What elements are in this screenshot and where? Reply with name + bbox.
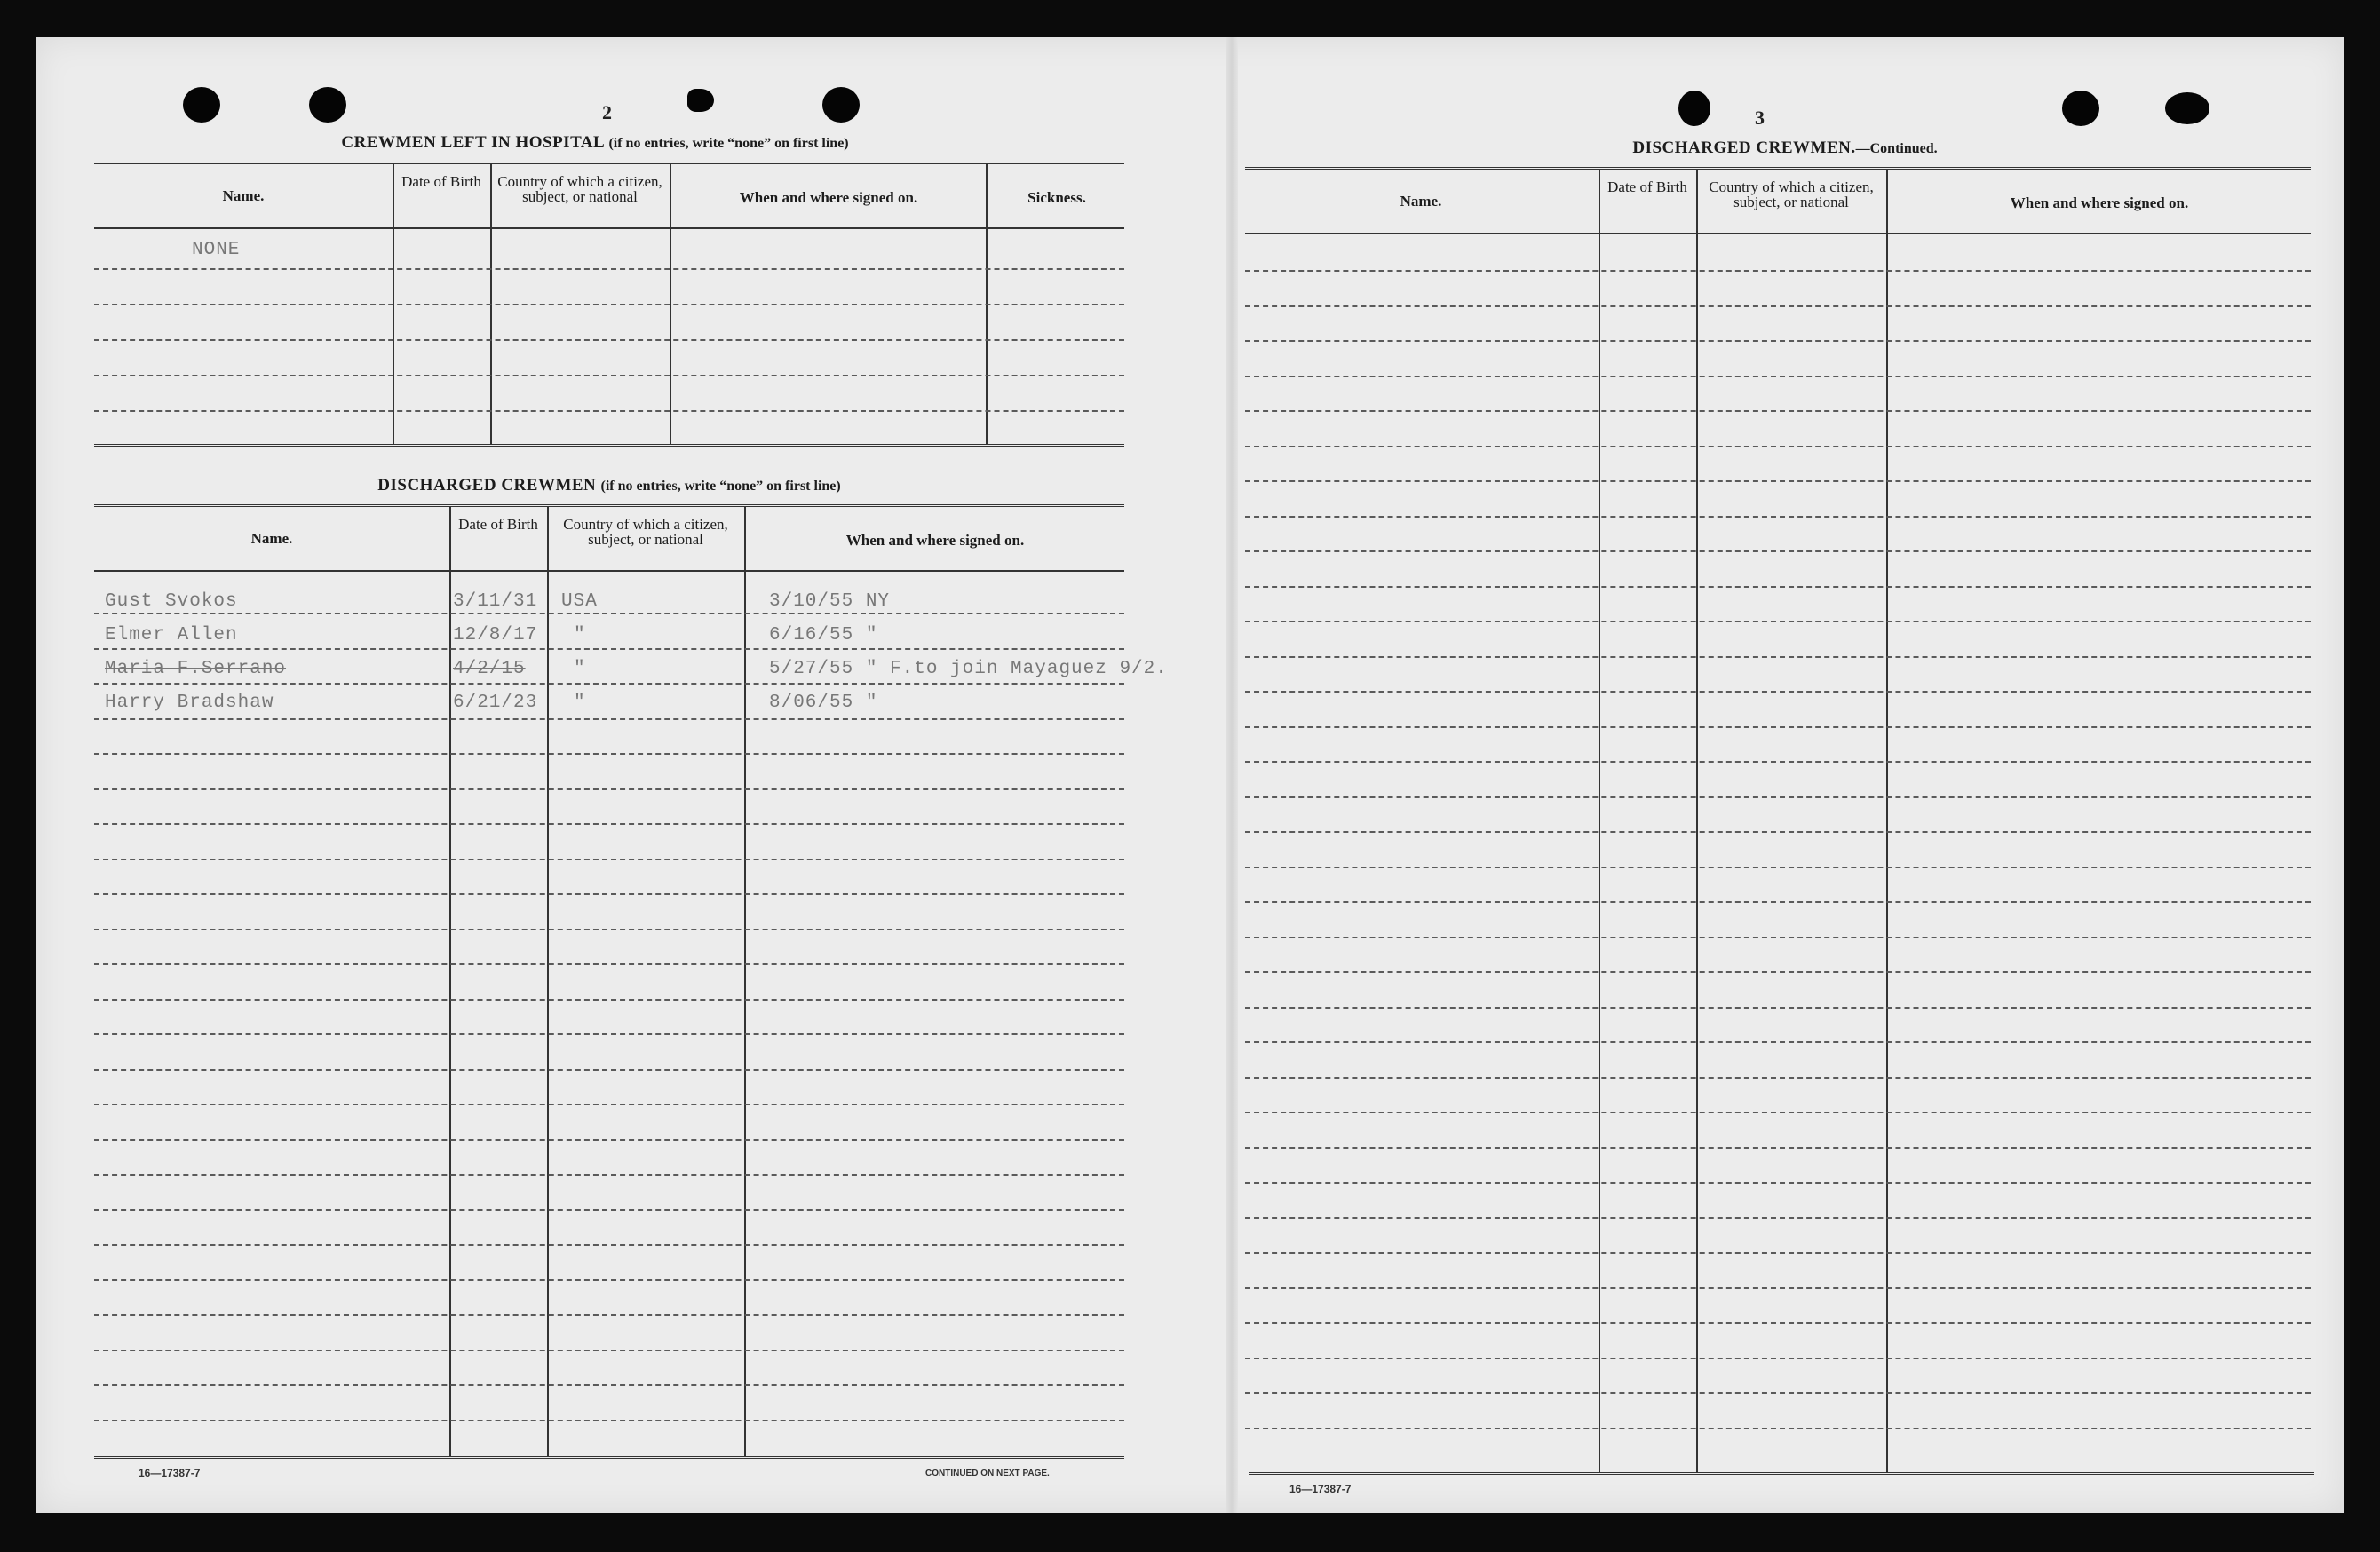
ruled-line bbox=[1245, 1287, 2311, 1289]
ruled-line bbox=[94, 1350, 1124, 1351]
ruled-line bbox=[1245, 1252, 2311, 1254]
crew-signed: 8/06/55 " bbox=[769, 693, 878, 713]
ruled-line bbox=[94, 1279, 1124, 1281]
ruled-line bbox=[1245, 971, 2311, 973]
ruled-line bbox=[1245, 1392, 2311, 1394]
crew-signed: 6/16/55 " bbox=[769, 625, 878, 645]
ruled-line bbox=[1245, 550, 2311, 552]
col-header-signed: When and where signed on. bbox=[739, 189, 918, 206]
page-number: 2 bbox=[602, 101, 612, 123]
col-header-name: Name. bbox=[1400, 193, 1442, 210]
crew-name: Elmer Allen bbox=[105, 625, 238, 645]
ruled-line bbox=[94, 683, 1124, 685]
ruled-line bbox=[94, 1139, 1124, 1141]
col-header-dob: Date of Birth bbox=[1607, 178, 1687, 195]
ruled-line bbox=[1245, 761, 2311, 763]
col-header-sickness: Sickness. bbox=[1027, 189, 1086, 206]
ruled-line bbox=[94, 859, 1124, 860]
ruled-line bbox=[1245, 480, 2311, 482]
ruled-line bbox=[94, 1174, 1124, 1176]
column-divider bbox=[1696, 169, 1698, 1472]
ruled-line bbox=[1245, 340, 2311, 342]
header-rule bbox=[94, 570, 1124, 572]
ruled-line bbox=[94, 1384, 1124, 1386]
ruled-line bbox=[1245, 691, 2311, 693]
col-header-country: Country of which a citizen, subject, or national bbox=[1709, 178, 1874, 210]
discharged-title-note: (if no entries, write “none” on first line) bbox=[600, 479, 841, 494]
crew-country: " bbox=[574, 659, 586, 679]
punch-hole bbox=[822, 87, 860, 123]
punch-hole bbox=[309, 87, 346, 123]
ruled-line bbox=[1245, 831, 2311, 833]
ruled-line bbox=[94, 1069, 1124, 1071]
col-header-country: Country of which a citizen, subject, or national bbox=[497, 173, 662, 205]
hospital-section-title bbox=[115, 133, 1075, 153]
crew-signed: 3/10/55 NY bbox=[769, 591, 891, 612]
col-header-dob: Date of Birth bbox=[401, 173, 481, 190]
ruled-line bbox=[1245, 656, 2311, 658]
ruled-line bbox=[94, 963, 1124, 965]
ruled-line bbox=[1245, 1041, 2311, 1043]
crew-name: Gust Svokos bbox=[105, 591, 238, 612]
crew-name: Harry Bradshaw bbox=[105, 693, 274, 713]
ruled-line bbox=[94, 788, 1124, 790]
ruled-line bbox=[94, 1314, 1124, 1316]
ruled-line bbox=[1245, 621, 2311, 622]
table-bottom-rule bbox=[94, 1456, 1124, 1459]
ruled-line bbox=[1245, 1322, 2311, 1324]
crew-dob: 6/21/23 bbox=[453, 693, 538, 713]
ruled-line bbox=[1245, 446, 2311, 447]
punch-hole bbox=[183, 87, 220, 123]
ruled-line bbox=[1245, 305, 2311, 307]
ruled-line bbox=[1245, 410, 2311, 412]
ruled-line bbox=[1245, 1007, 2311, 1009]
ruled-line bbox=[94, 1244, 1124, 1246]
header-rule bbox=[1245, 233, 2311, 234]
ruled-line bbox=[1245, 1182, 2311, 1184]
crew-country: USA bbox=[561, 591, 598, 612]
continued-title-text: DISCHARGED CREWMEN. bbox=[1632, 139, 1856, 157]
discharged-section-title bbox=[94, 476, 1124, 495]
page-number: 3 bbox=[1755, 107, 1765, 129]
ruled-line bbox=[94, 1209, 1124, 1211]
ruled-line bbox=[1245, 1077, 2311, 1079]
ruled-line bbox=[1245, 376, 2311, 377]
col-header-name: Name. bbox=[250, 530, 293, 547]
form-number: 16—17387-7 bbox=[139, 1467, 201, 1479]
punch-hole bbox=[2062, 91, 2099, 126]
table-top-rule bbox=[1245, 167, 2311, 170]
crew-signed: 5/27/55 " F.to join Mayaguez 9/2. bbox=[769, 659, 1168, 679]
ruled-line bbox=[1245, 796, 2311, 798]
ruled-line bbox=[1245, 1112, 2311, 1113]
ruled-line bbox=[94, 929, 1124, 930]
discharged-continued-title bbox=[1243, 139, 2327, 158]
discharged-title-text: DISCHARGED CREWMEN bbox=[377, 476, 597, 495]
crew-dob: 3/11/31 bbox=[453, 591, 538, 612]
table-bottom-rule bbox=[94, 444, 1124, 447]
ruled-line bbox=[1245, 901, 2311, 903]
ruled-line bbox=[1245, 1428, 2311, 1429]
ruled-line bbox=[1245, 516, 2311, 518]
col-header-name: Name. bbox=[222, 187, 265, 204]
ruled-line bbox=[1245, 270, 2311, 272]
punch-hole bbox=[687, 89, 714, 112]
ruled-line bbox=[94, 999, 1124, 1001]
ruled-line bbox=[94, 1420, 1124, 1421]
ruled-line bbox=[94, 753, 1124, 755]
continued-title-suffix: —Continued. bbox=[1855, 141, 1938, 156]
center-fold bbox=[1226, 37, 1238, 1513]
ruled-line bbox=[1245, 586, 2311, 588]
form-number: 16—17387-7 bbox=[1289, 1483, 1352, 1495]
ruled-line bbox=[1245, 1147, 2311, 1149]
ruled-line bbox=[94, 613, 1124, 614]
ruled-line bbox=[94, 823, 1124, 825]
ruled-line bbox=[1245, 867, 2311, 868]
table-bottom-rule bbox=[1249, 1472, 2314, 1475]
crew-name: Maria F.Serrano bbox=[105, 659, 287, 679]
col-header-country: Country of which a citizen, subject, or national bbox=[563, 516, 728, 548]
ruled-line bbox=[94, 893, 1124, 895]
col-header-signed: When and where signed on. bbox=[2010, 194, 2189, 211]
ruled-line bbox=[1245, 726, 2311, 728]
crew-country: " bbox=[574, 693, 586, 713]
hospital-title-note: (if no entries, write “none” on first line) bbox=[608, 136, 849, 151]
ruled-line bbox=[94, 1033, 1124, 1035]
column-divider bbox=[1886, 169, 1888, 1472]
table-top-rule bbox=[94, 504, 1124, 507]
ruled-line bbox=[1245, 1217, 2311, 1219]
header-rule bbox=[94, 227, 1124, 229]
continued-note: CONTINUED ON NEXT PAGE. bbox=[925, 1469, 1050, 1478]
punch-hole bbox=[1678, 91, 1710, 126]
table-top-rule bbox=[94, 162, 1124, 164]
ruled-line bbox=[1245, 1358, 2311, 1359]
ruled-line bbox=[94, 718, 1124, 720]
hospital-title-text: CREWMEN LEFT IN HOSPITAL bbox=[341, 133, 605, 152]
col-header-signed: When and where signed on. bbox=[845, 532, 1025, 549]
ruled-line bbox=[94, 1104, 1124, 1105]
col-header-dob: Date of Birth bbox=[458, 516, 538, 533]
column-divider bbox=[1599, 169, 1600, 1472]
crew-dob: 12/8/17 bbox=[453, 625, 538, 645]
ruled-line bbox=[1245, 937, 2311, 938]
manifest-sheet bbox=[36, 37, 2344, 1513]
ruled-line bbox=[94, 648, 1124, 650]
crew-dob: 4/2/15 bbox=[453, 659, 526, 679]
crew-country: " bbox=[574, 625, 586, 645]
hospital-entry: NONE bbox=[192, 240, 241, 260]
punch-hole bbox=[2165, 92, 2209, 124]
